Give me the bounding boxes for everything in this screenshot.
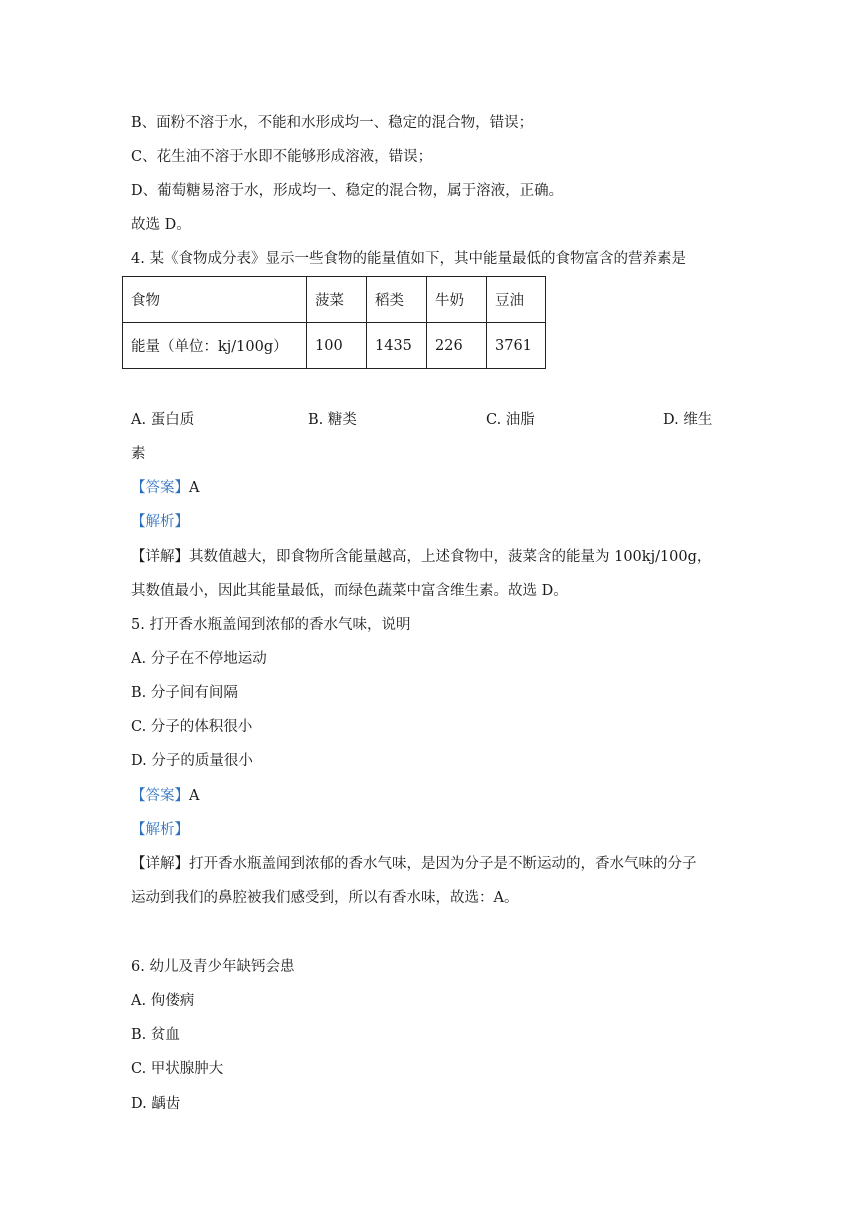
q4-detail-line-1 [131, 547, 711, 567]
q5-option-c: C. 分子的体积很小 [131, 719, 253, 735]
table-cell: 豆油 [487, 277, 546, 323]
q4-option-c: C. 油脂 [486, 412, 535, 428]
table-cell: 食物 [123, 277, 307, 323]
table-cell: 3761 [487, 323, 546, 369]
q4-option-d: D. 维生 [663, 412, 713, 428]
detail-tag: 【详解】 [131, 549, 189, 565]
q5-answer [131, 786, 199, 806]
table-cell: 能量（单位：kj/100g） [123, 323, 307, 369]
q6-option-a: A. 佝偻病 [131, 993, 195, 1009]
table-cell: 1435 [367, 323, 427, 369]
q5-option-b: B. 分子间有间隔 [131, 685, 238, 701]
q6-stem: 6. 幼儿及青少年缺钙会患 [131, 959, 295, 975]
analysis-tag: 【解析】 [131, 514, 189, 530]
answer-value: A [189, 788, 200, 804]
q4-energy-table [122, 276, 546, 369]
table-cell: 菠菜 [307, 277, 367, 323]
q4-detail-line-2: 其数值最小，因此其能量最低，而绿色蔬菜中富含维生素。故选 D。 [131, 583, 568, 599]
answer-tag: 【答案】 [131, 788, 189, 804]
q3-option-d-explanation: D、葡萄糖易溶于水，形成均一、稳定的混合物，属于溶液，正确。 [131, 183, 564, 199]
q3-choose: 故选 D。 [131, 217, 191, 233]
q4-answer [131, 478, 199, 498]
q3-option-c-explanation: C、花生油不溶于水即不能够形成溶液，错误； [131, 149, 433, 165]
detail-text: 打开香水瓶盖闻到浓郁的香水气味，是因为分子是不断运动的，香水气味的分子 [189, 856, 697, 872]
q4-option-d-wrap: 素 [131, 446, 146, 462]
table-cell: 226 [427, 323, 487, 369]
q4-analysis [131, 512, 189, 532]
q5-detail-line-2: 运动到我们的鼻腔被我们感受到，所以有香水味，故选：A。 [131, 890, 519, 906]
q5-detail-line-1 [131, 854, 697, 874]
q5-option-a: A. 分子在不停地运动 [131, 651, 267, 667]
detail-tag: 【详解】 [131, 856, 189, 872]
analysis-tag: 【解析】 [131, 822, 189, 838]
q6-option-b: B. 贫血 [131, 1027, 180, 1043]
q6-option-d: D. 龋齿 [131, 1096, 181, 1112]
table-cell: 稻类 [367, 277, 427, 323]
answer-value: A [189, 480, 200, 496]
table-row [123, 323, 546, 369]
answer-tag: 【答案】 [131, 480, 189, 496]
detail-text: 其数值越大，即食物所含能量越高，上述食物中，菠菜含的能量为 100kj/100g， [189, 549, 712, 565]
q3-option-b-explanation: B、面粉不溶于水，不能和水形成均一、稳定的混合物，错误； [131, 115, 534, 131]
table-cell: 100 [307, 323, 367, 369]
q4-option-a: A. 蛋白质 [131, 412, 195, 428]
q5-option-d: D. 分子的质量很小 [131, 753, 253, 769]
q4-stem: 4. 某《食物成分表》显示一些食物的能量值如下，其中能量最低的食物富含的营养素是 [131, 251, 686, 267]
q5-analysis [131, 820, 189, 840]
q6-option-c: C. 甲状腺肿大 [131, 1061, 224, 1077]
table-cell: 牛奶 [427, 277, 487, 323]
table-row [123, 277, 546, 323]
q4-option-b: B. 糖类 [308, 412, 357, 428]
q5-stem: 5. 打开香水瓶盖闻到浓郁的香水气味，说明 [131, 617, 411, 633]
